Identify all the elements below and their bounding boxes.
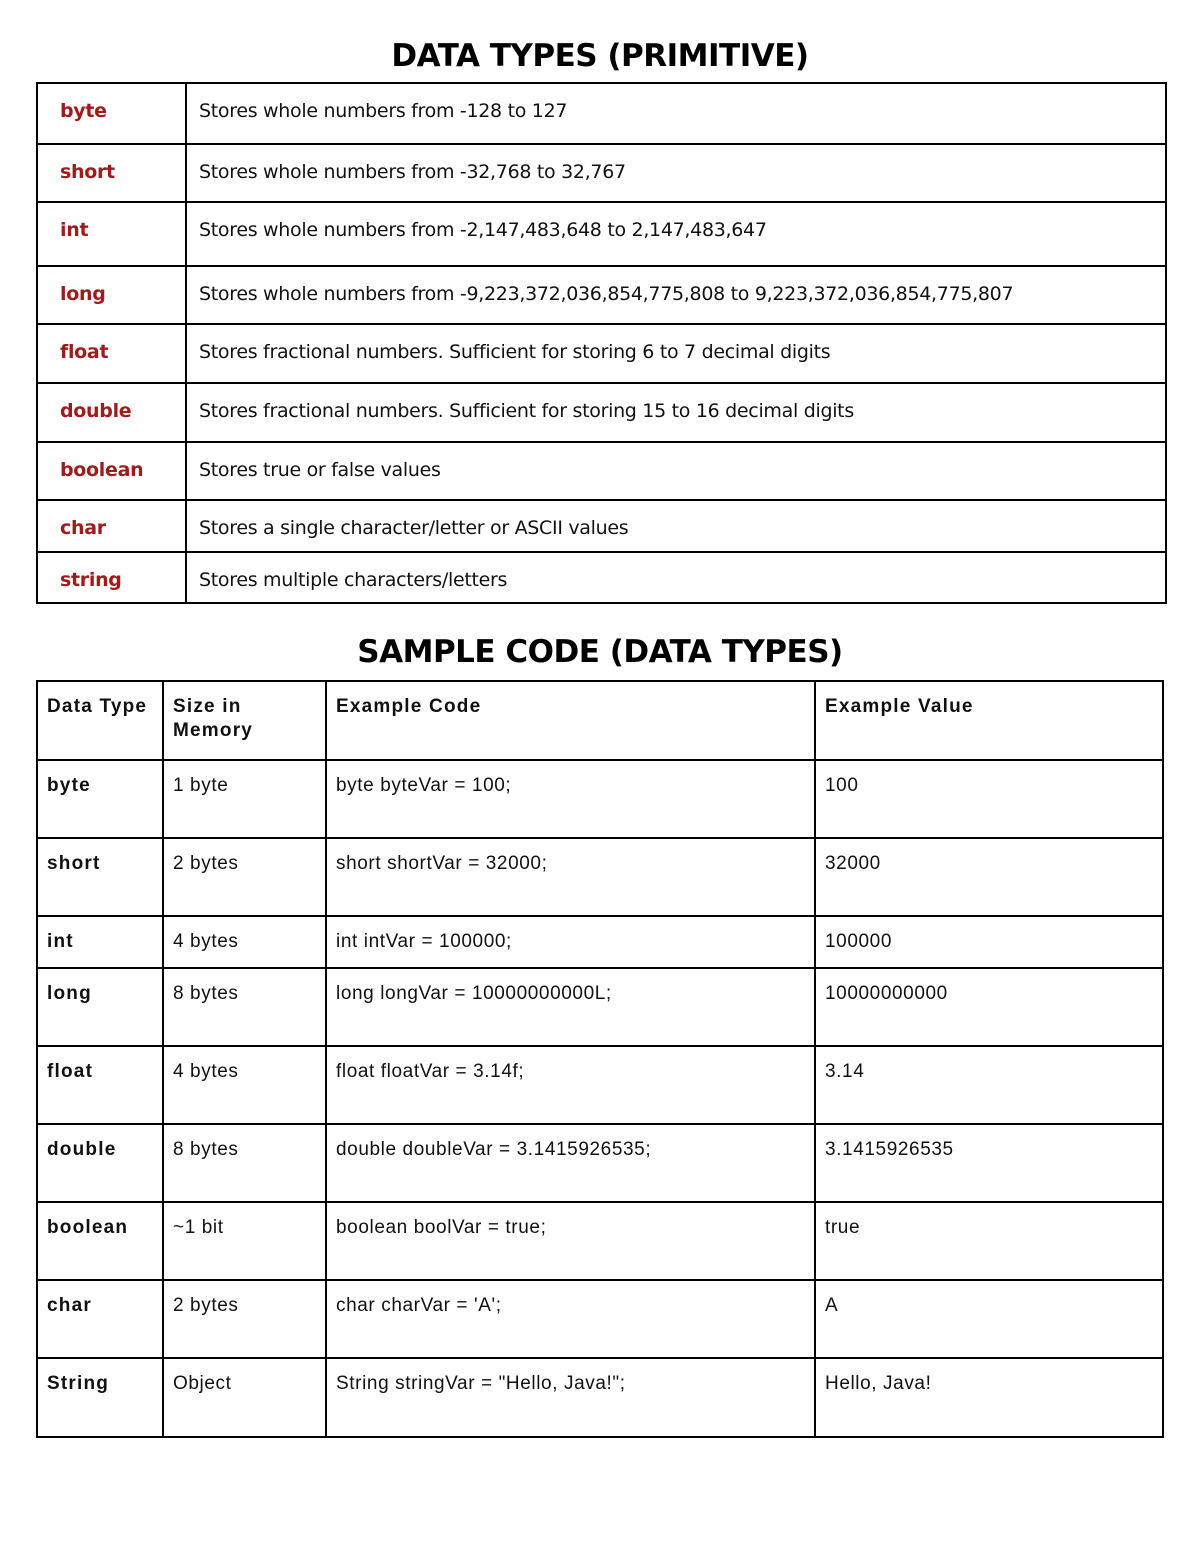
table-row	[37, 324, 1166, 383]
value-cell: A	[815, 1280, 1163, 1358]
table-row	[37, 1280, 1163, 1358]
type-name: byte	[37, 83, 186, 144]
type-description: Stores true or false values	[186, 442, 1166, 500]
value-cell: 100000	[815, 916, 1163, 968]
code-cell: long longVar = 10000000000L;	[326, 968, 815, 1046]
value-cell: 100	[815, 760, 1163, 838]
sample-code-table	[36, 680, 1164, 1438]
data-type-cell: String	[37, 1358, 163, 1437]
table-row	[37, 1046, 1163, 1124]
column-header-data-type: Data Type	[37, 681, 163, 760]
table-row	[37, 1124, 1163, 1202]
code-cell: float floatVar = 3.14f;	[326, 1046, 815, 1124]
table-row	[37, 383, 1166, 442]
table-row	[37, 916, 1163, 968]
code-cell: String stringVar = "Hello, Java!";	[326, 1358, 815, 1437]
type-description: Stores fractional numbers. Sufficient for storing 6 to 7 decimal digits	[186, 324, 1166, 383]
code-cell: int intVar = 100000;	[326, 916, 815, 968]
value-cell: 3.14	[815, 1046, 1163, 1124]
sample-section-title: SAMPLE CODE (DATA TYPES)	[357, 634, 843, 670]
table-row	[37, 1358, 1163, 1437]
primitive-section-title: DATA TYPES (PRIMITIVE)	[391, 38, 809, 74]
code-cell: short shortVar = 32000;	[326, 838, 815, 916]
type-description: Stores multiple characters/letters	[186, 552, 1166, 603]
value-cell: 10000000000	[815, 968, 1163, 1046]
table-row	[37, 202, 1166, 266]
size-cell: 8 bytes	[163, 1124, 326, 1202]
type-name: int	[37, 202, 186, 266]
size-cell: 1 byte	[163, 760, 326, 838]
type-name: float	[37, 324, 186, 383]
table-row	[37, 760, 1163, 838]
type-name: double	[37, 383, 186, 442]
type-name: boolean	[37, 442, 186, 500]
type-name: char	[37, 500, 186, 552]
data-type-cell: float	[37, 1046, 163, 1124]
data-type-cell: int	[37, 916, 163, 968]
table-row	[37, 1202, 1163, 1280]
table-row	[37, 500, 1166, 552]
type-description: Stores whole numbers from -32,768 to 32,767	[186, 144, 1166, 202]
primitive-types-table	[36, 82, 1167, 604]
column-header-example-code: Example Code	[326, 681, 815, 760]
code-cell: boolean boolVar = true;	[326, 1202, 815, 1280]
value-cell: 32000	[815, 838, 1163, 916]
table-row	[37, 144, 1166, 202]
table-row	[37, 552, 1166, 603]
type-name: short	[37, 144, 186, 202]
type-name: string	[37, 552, 186, 603]
data-type-cell: char	[37, 1280, 163, 1358]
column-header-example-value: Example Value	[815, 681, 1163, 760]
header-row	[37, 681, 1163, 760]
value-cell: 3.1415926535	[815, 1124, 1163, 1202]
size-cell: 4 bytes	[163, 1046, 326, 1124]
data-type-cell: boolean	[37, 1202, 163, 1280]
table-row	[37, 838, 1163, 916]
type-description: Stores a single character/letter or ASCII values	[186, 500, 1166, 552]
size-cell: ~1 bit	[163, 1202, 326, 1280]
data-type-cell: byte	[37, 760, 163, 838]
value-cell: true	[815, 1202, 1163, 1280]
code-cell: byte byteVar = 100;	[326, 760, 815, 838]
code-cell: double doubleVar = 3.1415926535;	[326, 1124, 815, 1202]
size-cell: 4 bytes	[163, 916, 326, 968]
size-cell: 2 bytes	[163, 838, 326, 916]
data-type-cell: double	[37, 1124, 163, 1202]
size-cell: 8 bytes	[163, 968, 326, 1046]
code-cell: char charVar = 'A';	[326, 1280, 815, 1358]
value-cell: Hello, Java!	[815, 1358, 1163, 1437]
type-description: Stores whole numbers from -128 to 127	[186, 83, 1166, 144]
size-cell: 2 bytes	[163, 1280, 326, 1358]
data-type-cell: long	[37, 968, 163, 1046]
column-header-size: Size in Memory	[163, 681, 326, 760]
type-description: Stores whole numbers from -9,223,372,036,854,775,808 to 9,223,372,036,854,775,807	[186, 266, 1166, 324]
table-row	[37, 442, 1166, 500]
table-row	[37, 266, 1166, 324]
type-description: Stores whole numbers from -2,147,483,648 to 2,147,483,647	[186, 202, 1166, 266]
size-cell: Object	[163, 1358, 326, 1437]
type-name: long	[37, 266, 186, 324]
table-row	[37, 83, 1166, 144]
type-description: Stores fractional numbers. Sufficient for storing 15 to 16 decimal digits	[186, 383, 1166, 442]
table-row	[37, 968, 1163, 1046]
data-type-cell: short	[37, 838, 163, 916]
